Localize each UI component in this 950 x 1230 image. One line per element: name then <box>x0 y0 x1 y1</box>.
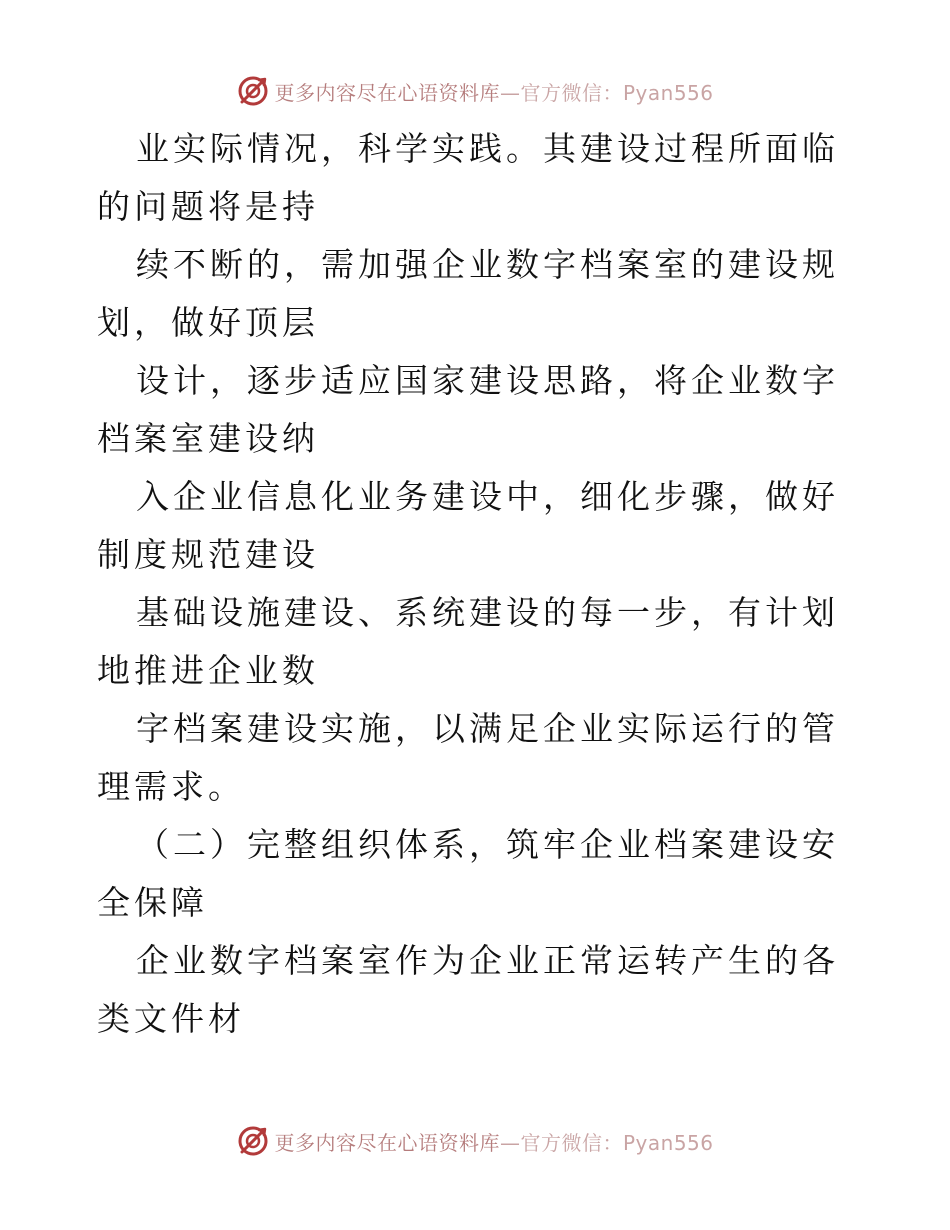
paragraph-5: 基础设施建设、系统建设的每一步，有计划地推进企业数 <box>97 593 839 690</box>
paragraph-4: 入企业信息化业务建设中，细化步骤，做好制度规范建设 <box>97 477 839 574</box>
header-banner-text: 更多内容尽在心语资料库—官方微信：Pyan556 <box>274 80 714 105</box>
section-heading: （二）完整组织体系，筑牢企业档案建设安全保障 <box>97 825 839 922</box>
footer-banner-text: 更多内容尽在心语资料库—官方微信：Pyan556 <box>274 1130 714 1155</box>
brand-logo-icon <box>236 74 270 108</box>
document-body <box>97 120 857 1048</box>
paragraph-3: 设计，逐步适应国家建设思路，将企业数字档案室建设纳 <box>97 361 839 458</box>
paragraph-6: 字档案建设实施，以满足企业实际运行的管理需求。 <box>97 709 839 806</box>
paragraph-1: 业实际情况，科学实践。其建设过程所面临的问题将是持 <box>97 129 839 226</box>
brand-logo-icon <box>236 1124 270 1158</box>
header-banner <box>0 71 950 111</box>
paragraph-7: 企业数字档案室作为企业正常运转产生的各类文件材 <box>97 941 839 1038</box>
paragraph-2: 续不断的，需加强企业数字档案室的建设规划，做好顶层 <box>97 245 839 342</box>
footer-banner <box>0 1121 950 1161</box>
